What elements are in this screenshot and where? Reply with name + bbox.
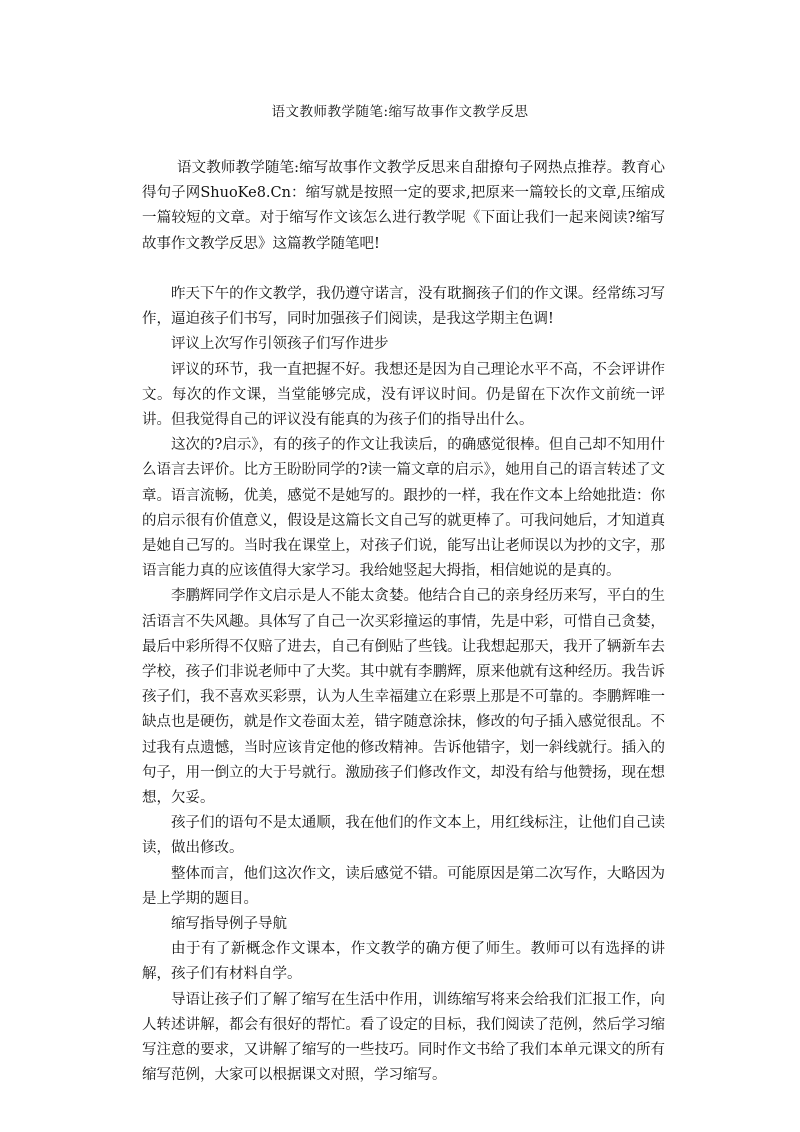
section-heading: 评议上次写作引领孩子们写作进步	[171, 336, 389, 353]
intro-paragraph: 语文教师教学随笔:缩写故事作文教学反思来自甜撩句子网热点推荐。教育心得句子网ShuoKe8.Cn：缩写就是按照一定的要求,把原来一篇较长的文章,压缩成一篇较短的文章。对于缩写作文该怎么进行教学呢《下面让我们一起来阅读?缩写故事作文教学反思》这篇教学随笔吧!	[142, 160, 665, 252]
paragraph: 这次的?启示》，有的孩子的作文让我读后，的确感觉很棒。但自己却不知用什么语言去评价。比方王盼盼同学的?读一篇文章的启示》，她用自己的语言转述了文章。语言流畅，优美，感觉不是她写的。跟抄的一样，我在作文本上给她批造：你的启示很有价值意义，假设是这篇长文自己写的就更棒了。可我问她后，才知道真是她自己写的。当时我在课堂上，对孩子们说，能写出让老师误以为抄的文字，那语言能力真的应该值得大家学习。我给她竖起大拇指，相信她说的是真的。	[142, 437, 665, 580]
paragraph: 导语让孩子们了解了缩写在生活中作用，训练缩写将来会给我们汇报工作，向人转述讲解，都会有很好的帮忙。看了设定的目标，我们阅读了范例，然后学习缩写注意的要求，又讲解了缩写的一些技巧。同时作文书给了我们本单元课文的所有缩写范例，大家可以根据课文对照，学习缩写。	[142, 991, 665, 1084]
document-body	[142, 282, 665, 1089]
section-heading: 缩写指导例子导航	[171, 916, 287, 933]
paragraph: 李鹏辉同学作文启示是人不能太贪婪。他结合自己的亲身经历来写，平白的生活语言不失风趣。具体写了自己一次买彩撞运的事情，先是中彩，可惜自己贪婪，最后中彩所得不仅赔了进去，自己有倒贴了些钱。让我想起那天，我开了辆新车去学校，孩子们非说老师中了大奖。其中就有李鹏辉，原来他就有这种经历。我告诉孩子们，我不喜欢买彩票，认为人生幸福建立在彩票上那是不可靠的。李鹏辉唯一缺点也是硬伤，就是作文卷面太差，错字随意涂抹，修改的句子插入感觉很乱。不过我有点遗憾，当时应该肯定他的修改精神。告诉他错字，划一斜线就行。插入的句子，用一倒立的大于号就行。激励孩子们修改作文，却没有给与他赞扬，现在想想，欠妥。	[142, 588, 665, 807]
paragraph: 孩子们的语句不是太通顺，我在他们的作文本上，用红线标注，让他们自己读读，做出修改。	[142, 815, 665, 857]
paragraph: 由于有了新概念作文课本，作文教学的确方便了师生。教师可以有选择的讲解，孩子们有材料自学。	[142, 941, 665, 983]
paragraph: 整体而言，他们这次作文，读后感觉不错。可能原因是第二次写作，大略因为是上学期的题目。	[142, 865, 665, 907]
document-title: 语文教师教学随笔:缩写故事作文教学反思	[271, 104, 529, 120]
paragraph: 昨天下午的作文教学，我仍遵守诺言，没有耽搁孩子们的作文课。经常练习写作，逼迫孩子们书写，同时加强孩子们阅读，是我这学期主色调!	[142, 286, 665, 328]
paragraph: 评议的环节，我一直把握不好。我想还是因为自己理论水平不高，不会评讲作文。每次的作文课，当堂能够完成，没有评议时间。仍是留在下次作文前统一评讲。但我觉得自己的评议没有能真的为孩子们的指导出什么。	[142, 361, 665, 429]
